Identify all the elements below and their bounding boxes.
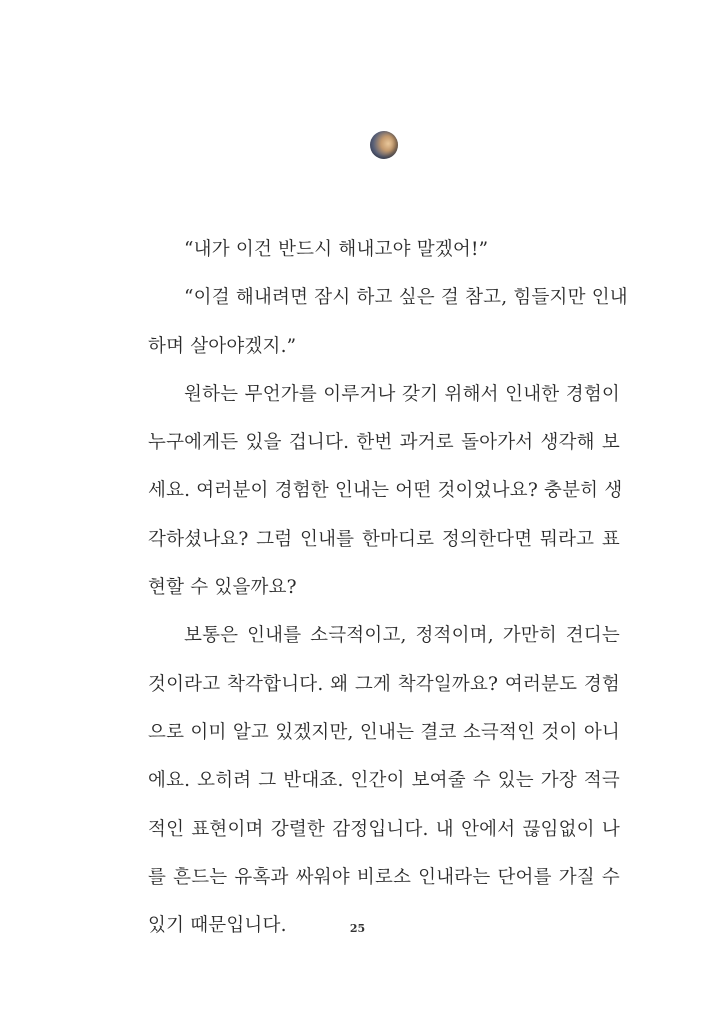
planet-orb-icon	[370, 131, 398, 159]
text-line: 으로 이미 알고 있겠지만, 인내는 결코 소극적인 것이 아니	[148, 721, 620, 743]
text-line: 적인 표현이며 강렬한 감정입니다. 내 안에서 끊임없이 나	[148, 818, 620, 840]
body-text	[148, 226, 628, 950]
text-line: 원하는 무언가를 이루거나 갖기 위해서 인내한 경험이	[184, 383, 620, 405]
text-line: “내가 이건 반드시 해내고야 말겠어!”	[184, 239, 489, 260]
text-line: 각하셨나요? 그럼 인내를 한마디로 정의한다면 뭐라고 표	[148, 528, 620, 550]
text-line: “이걸 해내려면 잠시 하고 싶은 걸 참고, 힘들지만 인내	[184, 287, 628, 309]
text-line: 있기 때문입니다.	[148, 915, 287, 937]
text-line: 보통은 인내를 소극적이고, 정적이며, 가만히 견디는	[184, 625, 620, 647]
text-line: 에요. 오히려 그 반대죠. 인간이 보여줄 수 있는 가장 적극	[148, 770, 620, 792]
page-number: 25	[349, 922, 366, 935]
text-line: 세요. 여러분이 경험한 인내는 어떤 것이었나요? 충분히 생	[148, 480, 623, 502]
text-line: 것이라고 착각합니다. 왜 그게 착각일까요? 여러분도 경험	[148, 673, 620, 695]
text-line: 누구에게든 있을 겁니다. 한번 과거로 돌아가서 생각해 보	[148, 432, 620, 454]
text-line: 현할 수 있을까요?	[148, 577, 297, 599]
text-line: 하며 살아야겠지.”	[148, 335, 297, 357]
text-line: 를 흔드는 유혹과 싸워야 비로소 인내라는 단어를 가질 수	[148, 866, 620, 888]
